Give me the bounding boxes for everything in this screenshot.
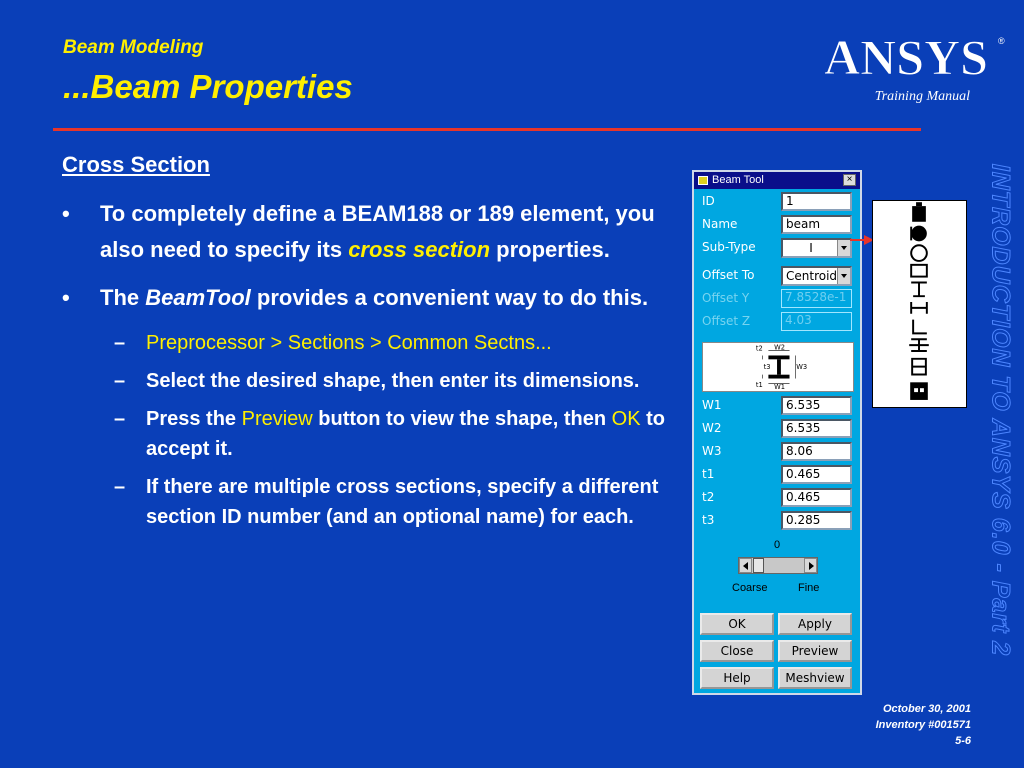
dim-field-w1[interactable]: 6.535 <box>781 396 852 415</box>
bullet-marker: • <box>62 201 70 226</box>
dim-w1: W1 <box>774 383 786 392</box>
apply-button[interactable]: Apply <box>778 613 852 635</box>
section-preview <box>702 342 854 392</box>
dim-w2: W2 <box>774 343 786 352</box>
close-icon[interactable]: × <box>843 174 856 186</box>
slide-title: ...Beam Properties <box>63 68 353 105</box>
dim-field-t1[interactable]: 0.465 <box>781 465 852 484</box>
dim-label-t2: t2 <box>702 490 715 504</box>
dim-t1: t1 <box>755 381 763 390</box>
ok-button[interactable]: OK <box>700 613 774 635</box>
subtype-shape-list <box>872 200 967 408</box>
sub-bullet-text: button to view the shape, then <box>312 408 612 430</box>
svg-text:®: ® <box>998 36 1005 46</box>
dash-marker: – <box>114 476 126 498</box>
offset-z-field: 4.03 <box>781 312 852 331</box>
emphasis-text: BeamTool <box>145 285 251 310</box>
window-icon <box>698 176 708 185</box>
sub-bullet-text: Select the desired shape, then enter its dimensions. <box>146 370 640 392</box>
header-divider <box>53 128 921 131</box>
dim-t3: t3 <box>763 362 771 371</box>
beam-tool-dialog <box>692 170 862 695</box>
svg-text:ANSYS: ANSYS <box>824 30 988 80</box>
dim-label-w2: W2 <box>702 421 722 435</box>
name-label: Name <box>702 217 738 231</box>
chevron-down-icon[interactable] <box>837 268 850 284</box>
meshview-button[interactable]: Meshview <box>778 667 852 689</box>
preview-keyword: Preview <box>241 408 313 430</box>
slider-thumb[interactable] <box>753 558 764 573</box>
preview-button[interactable]: Preview <box>778 640 852 662</box>
bullet-item <box>62 196 687 268</box>
dim-field-w2[interactable]: 6.535 <box>781 419 852 438</box>
sub-bullet-text: If there are multiple cross sections, specify a different section ID number (and an optional name) for each. <box>146 476 659 528</box>
dash-marker: – <box>114 370 126 392</box>
menu-path-text: Preprocessor > Sections > Common Sectns... <box>146 332 552 354</box>
dash-marker: – <box>114 332 126 354</box>
course-side-label: INTRODUCTION TO ANSYS 6.0 - Part 2 <box>986 163 1015 657</box>
slider-value: 0 <box>773 539 781 551</box>
arrow-right-icon[interactable] <box>804 558 817 573</box>
footer-date: October 30, 2001 <box>882 703 971 715</box>
name-field[interactable]: beam <box>781 215 852 234</box>
section-heading: Cross Section <box>62 152 210 177</box>
bullet-text: properties. <box>490 237 610 262</box>
subtype-label: Sub-Type <box>702 240 756 254</box>
dim-label-w3: W3 <box>702 444 722 458</box>
help-button[interactable]: Help <box>700 667 774 689</box>
dim-label-w1: W1 <box>702 398 722 412</box>
subtype-value: I <box>809 241 813 255</box>
slide-subtitle: Beam Modeling <box>63 37 204 58</box>
id-field[interactable]: 1 <box>781 192 852 211</box>
sub-bullet-item <box>62 366 687 396</box>
sub-bullet-item <box>62 404 687 464</box>
fine-label: Fine <box>798 582 820 594</box>
ansys-logo <box>822 30 1008 80</box>
dim-field-w3[interactable]: 8.06 <box>781 442 852 461</box>
slide-footer <box>876 701 971 749</box>
subtype-dropdown[interactable] <box>781 238 852 258</box>
dim-t2: t2 <box>755 344 763 353</box>
offset-z-label: Offset Z <box>702 314 751 328</box>
sub-bullet-text: Press the <box>146 408 242 430</box>
offset-y-field: 7.8528e-1 <box>781 289 852 308</box>
mesh-size-slider[interactable] <box>738 557 818 574</box>
dialog-title: Beam Tool <box>712 174 764 186</box>
slide-content <box>62 152 687 540</box>
footer-inventory: Inventory #001571 <box>875 719 971 731</box>
bullet-item <box>62 280 687 316</box>
dim-label-t1: t1 <box>702 467 715 481</box>
bullet-text: To completely define a BEAM188 or 189 element, you also need to specify its <box>100 201 655 262</box>
chevron-down-icon[interactable] <box>837 240 850 256</box>
dim-field-t2[interactable]: 0.465 <box>781 488 852 507</box>
dialog-titlebar <box>694 172 860 189</box>
offset-y-label: Offset Y <box>702 291 750 305</box>
coarse-label: Coarse <box>732 582 768 594</box>
arrow-left-icon[interactable] <box>739 558 752 573</box>
ok-keyword: OK <box>611 408 641 430</box>
arrow-right-icon <box>850 233 874 247</box>
bullet-text: The <box>100 285 146 310</box>
bullet-text: provides a convenient way to do this. <box>250 285 649 310</box>
sub-bullet-item <box>62 472 687 532</box>
offset-value: Centroid <box>786 269 838 283</box>
dim-label-t3: t3 <box>702 513 715 527</box>
bullet-marker: • <box>62 285 70 310</box>
training-manual-label: Training Manual <box>874 89 970 104</box>
dim-w3: W3 <box>796 362 808 371</box>
id-label: ID <box>702 194 715 208</box>
page-number: 5-6 <box>955 735 971 747</box>
sub-bullet-item <box>62 328 687 358</box>
dash-marker: – <box>114 408 126 430</box>
offset-label: Offset To <box>702 268 755 282</box>
dim-field-t3[interactable]: 0.285 <box>781 511 852 530</box>
sub-bullet-text: to accept it. <box>146 408 665 460</box>
emphasis-text: cross section <box>348 237 491 262</box>
offset-dropdown[interactable] <box>781 266 852 286</box>
close-button[interactable]: Close <box>700 640 774 662</box>
